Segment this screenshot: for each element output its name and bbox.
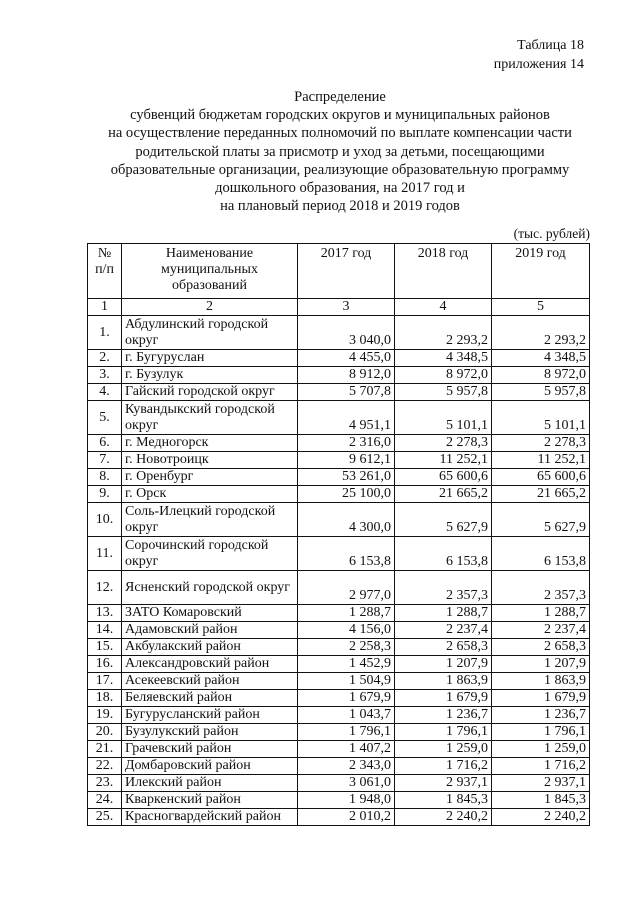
value-2019: 1 796,1 [492, 724, 590, 741]
value-2018: 6 153,8 [395, 537, 492, 571]
table-row [88, 469, 590, 486]
value-2017: 4 455,0 [298, 350, 395, 367]
column-index: 3 [298, 299, 395, 316]
value-2017: 2 343,0 [298, 758, 395, 775]
table-row [88, 656, 590, 673]
value-2018: 2 278,3 [395, 435, 492, 452]
units-label: (тыс. рублей) [513, 226, 590, 241]
municipality-name: Красногвардейский район [122, 809, 298, 826]
municipality-name: Грачевский район [122, 741, 298, 758]
municipality-name: Асекеевский район [122, 673, 298, 690]
row-number: 5. [88, 401, 122, 435]
table-row [88, 707, 590, 724]
row-number: 23. [88, 775, 122, 792]
value-2019: 1 845,3 [492, 792, 590, 809]
value-2018: 1 288,7 [395, 605, 492, 622]
value-2019: 1 236,7 [492, 707, 590, 724]
column-index-row [88, 299, 590, 316]
value-2017: 3 061,0 [298, 775, 395, 792]
row-number: 15. [88, 639, 122, 656]
value-2017: 1 679,9 [298, 690, 395, 707]
value-2018: 4 348,5 [395, 350, 492, 367]
row-number: 7. [88, 452, 122, 469]
title-line: образовательные организации, реализующие образовательную программу [110, 161, 570, 178]
table-body [88, 316, 590, 826]
municipality-name: Кувандыкский городской округ [122, 401, 298, 435]
table-row [88, 758, 590, 775]
value-2017: 6 153,8 [298, 537, 395, 571]
value-2018: 2 357,3 [395, 571, 492, 605]
value-2019: 1 716,2 [492, 758, 590, 775]
row-number: 3. [88, 367, 122, 384]
table-row [88, 486, 590, 503]
value-2019: 5 957,8 [492, 384, 590, 401]
row-number: 22. [88, 758, 122, 775]
value-2019: 2 293,2 [492, 316, 590, 350]
row-number: 6. [88, 435, 122, 452]
value-2017: 2 316,0 [298, 435, 395, 452]
municipality-name: г. Бугуруслан [122, 350, 298, 367]
value-2017: 4 300,0 [298, 503, 395, 537]
table-number: Таблица 18 [517, 38, 584, 53]
municipality-name: г. Бузулук [122, 367, 298, 384]
table-row [88, 809, 590, 826]
municipality-name: Ясненский городской округ [122, 571, 298, 605]
value-2017: 1 288,7 [298, 605, 395, 622]
value-2017: 3 040,0 [298, 316, 395, 350]
row-number: 25. [88, 809, 122, 826]
title-line: дошкольного образования, на 2017 год и [215, 180, 465, 197]
value-2017: 1 948,0 [298, 792, 395, 809]
table-row [88, 316, 590, 350]
value-2017: 4 951,1 [298, 401, 395, 435]
title-line: субвенций бюджетам городских округов и муниципальных районов [130, 107, 550, 124]
row-number: 2. [88, 350, 122, 367]
municipality-name: ЗАТО Комаровский [122, 605, 298, 622]
appendix-number: приложения 14 [493, 57, 584, 72]
value-2018: 21 665,2 [395, 486, 492, 503]
value-2019: 2 658,3 [492, 639, 590, 656]
table-row [88, 571, 590, 605]
municipality-name: Акбулакский район [122, 639, 298, 656]
value-2017: 9 612,1 [298, 452, 395, 469]
table-row [88, 673, 590, 690]
value-2019: 1 259,0 [492, 741, 590, 758]
value-2018: 1 207,9 [395, 656, 492, 673]
value-2019: 1 679,9 [492, 690, 590, 707]
table-row [88, 384, 590, 401]
municipality-name: г. Новотроицк [122, 452, 298, 469]
value-2018: 5 627,9 [395, 503, 492, 537]
value-2019: 6 153,8 [492, 537, 590, 571]
table-row [88, 690, 590, 707]
value-2018: 1 259,0 [395, 741, 492, 758]
column-index: 1 [88, 299, 122, 316]
column-index: 5 [492, 299, 590, 316]
value-2019: 2 937,1 [492, 775, 590, 792]
column-index: 2 [122, 299, 298, 316]
table-row [88, 435, 590, 452]
value-2017: 53 261,0 [298, 469, 395, 486]
value-2018: 8 972,0 [395, 367, 492, 384]
header-number: № п/п [88, 244, 122, 299]
value-2019: 2 237,4 [492, 622, 590, 639]
value-2018: 2 240,2 [395, 809, 492, 826]
value-2017: 2 258,3 [298, 639, 395, 656]
table-row [88, 639, 590, 656]
title-heading: Распределение [294, 89, 386, 105]
value-2017: 2 010,2 [298, 809, 395, 826]
value-2018: 1 679,9 [395, 690, 492, 707]
value-2019: 5 627,9 [492, 503, 590, 537]
title-line: на осуществление переданных полномочий по выплате компенсации части [108, 125, 572, 142]
row-number: 13. [88, 605, 122, 622]
table-row [88, 792, 590, 809]
value-2019: 8 972,0 [492, 367, 590, 384]
value-2018: 5 957,8 [395, 384, 492, 401]
municipality-name: Гайский городской округ [122, 384, 298, 401]
municipality-name: г. Медногорск [122, 435, 298, 452]
header-2019: 2019 год [492, 244, 590, 299]
value-2019: 1 863,9 [492, 673, 590, 690]
municipality-name: Абдулинский городской округ [122, 316, 298, 350]
table-row [88, 367, 590, 384]
value-2019: 65 600,6 [492, 469, 590, 486]
municipality-name: Илекский район [122, 775, 298, 792]
value-2019: 2 240,2 [492, 809, 590, 826]
value-2018: 65 600,6 [395, 469, 492, 486]
value-2017: 1 043,7 [298, 707, 395, 724]
row-number: 1. [88, 316, 122, 350]
value-2019: 2 278,3 [492, 435, 590, 452]
table-row [88, 350, 590, 367]
municipality-name: Бугурусланский район [122, 707, 298, 724]
row-number: 18. [88, 690, 122, 707]
table-row [88, 452, 590, 469]
value-2019: 21 665,2 [492, 486, 590, 503]
municipality-name: Адамовский район [122, 622, 298, 639]
table-row [88, 401, 590, 435]
row-number: 10. [88, 503, 122, 537]
title-line: на плановый период 2018 и 2019 годов [220, 198, 460, 215]
value-2018: 1 796,1 [395, 724, 492, 741]
value-2018: 5 101,1 [395, 401, 492, 435]
value-2019: 11 252,1 [492, 452, 590, 469]
value-2018: 2 293,2 [395, 316, 492, 350]
value-2018: 2 937,1 [395, 775, 492, 792]
row-number: 16. [88, 656, 122, 673]
row-number: 24. [88, 792, 122, 809]
value-2017: 5 707,8 [298, 384, 395, 401]
municipality-name: Домбаровский район [122, 758, 298, 775]
table-row [88, 622, 590, 639]
row-number: 9. [88, 486, 122, 503]
municipality-name: Соль-Илецкий городской округ [122, 503, 298, 537]
table-row [88, 503, 590, 537]
value-2017: 1 504,9 [298, 673, 395, 690]
value-2018: 1 236,7 [395, 707, 492, 724]
table-row [88, 741, 590, 758]
value-2017: 1 796,1 [298, 724, 395, 741]
table-row [88, 724, 590, 741]
row-number: 14. [88, 622, 122, 639]
municipality-name: Александровский район [122, 656, 298, 673]
value-2019: 5 101,1 [492, 401, 590, 435]
municipality-name: Бузулукский район [122, 724, 298, 741]
header-2017: 2017 год [298, 244, 395, 299]
value-2017: 1 407,2 [298, 741, 395, 758]
row-number: 11. [88, 537, 122, 571]
row-number: 12. [88, 571, 122, 605]
municipality-name: Кваркенский район [122, 792, 298, 809]
value-2017: 2 977,0 [298, 571, 395, 605]
municipality-name: Сорочинский городской округ [122, 537, 298, 571]
title-line: родительской платы за присмотр и уход за детьми, посещающими [135, 143, 545, 160]
value-2019: 1 288,7 [492, 605, 590, 622]
value-2017: 8 912,0 [298, 367, 395, 384]
value-2019: 2 357,3 [492, 571, 590, 605]
value-2017: 25 100,0 [298, 486, 395, 503]
row-number: 17. [88, 673, 122, 690]
value-2018: 2 658,3 [395, 639, 492, 656]
row-number: 19. [88, 707, 122, 724]
value-2019: 4 348,5 [492, 350, 590, 367]
value-2018: 11 252,1 [395, 452, 492, 469]
document-title [80, 88, 600, 215]
column-index: 4 [395, 299, 492, 316]
municipality-name: г. Оренбург [122, 469, 298, 486]
row-number: 20. [88, 724, 122, 741]
value-2017: 4 156,0 [298, 622, 395, 639]
value-2018: 1 863,9 [395, 673, 492, 690]
municipality-name: г. Орск [122, 486, 298, 503]
value-2019: 1 207,9 [492, 656, 590, 673]
table-header-row [88, 244, 590, 299]
value-2017: 1 452,9 [298, 656, 395, 673]
header-2018: 2018 год [395, 244, 492, 299]
header-municipality: Наименование муниципальных образований [122, 244, 298, 299]
value-2018: 2 237,4 [395, 622, 492, 639]
value-2018: 1 845,3 [395, 792, 492, 809]
page-reference [494, 36, 584, 74]
table-row [88, 605, 590, 622]
value-2018: 1 716,2 [395, 758, 492, 775]
table-row [88, 537, 590, 571]
row-number: 4. [88, 384, 122, 401]
row-number: 8. [88, 469, 122, 486]
table-row [88, 775, 590, 792]
distribution-table [87, 243, 590, 826]
municipality-name: Беляевский район [122, 690, 298, 707]
row-number: 21. [88, 741, 122, 758]
